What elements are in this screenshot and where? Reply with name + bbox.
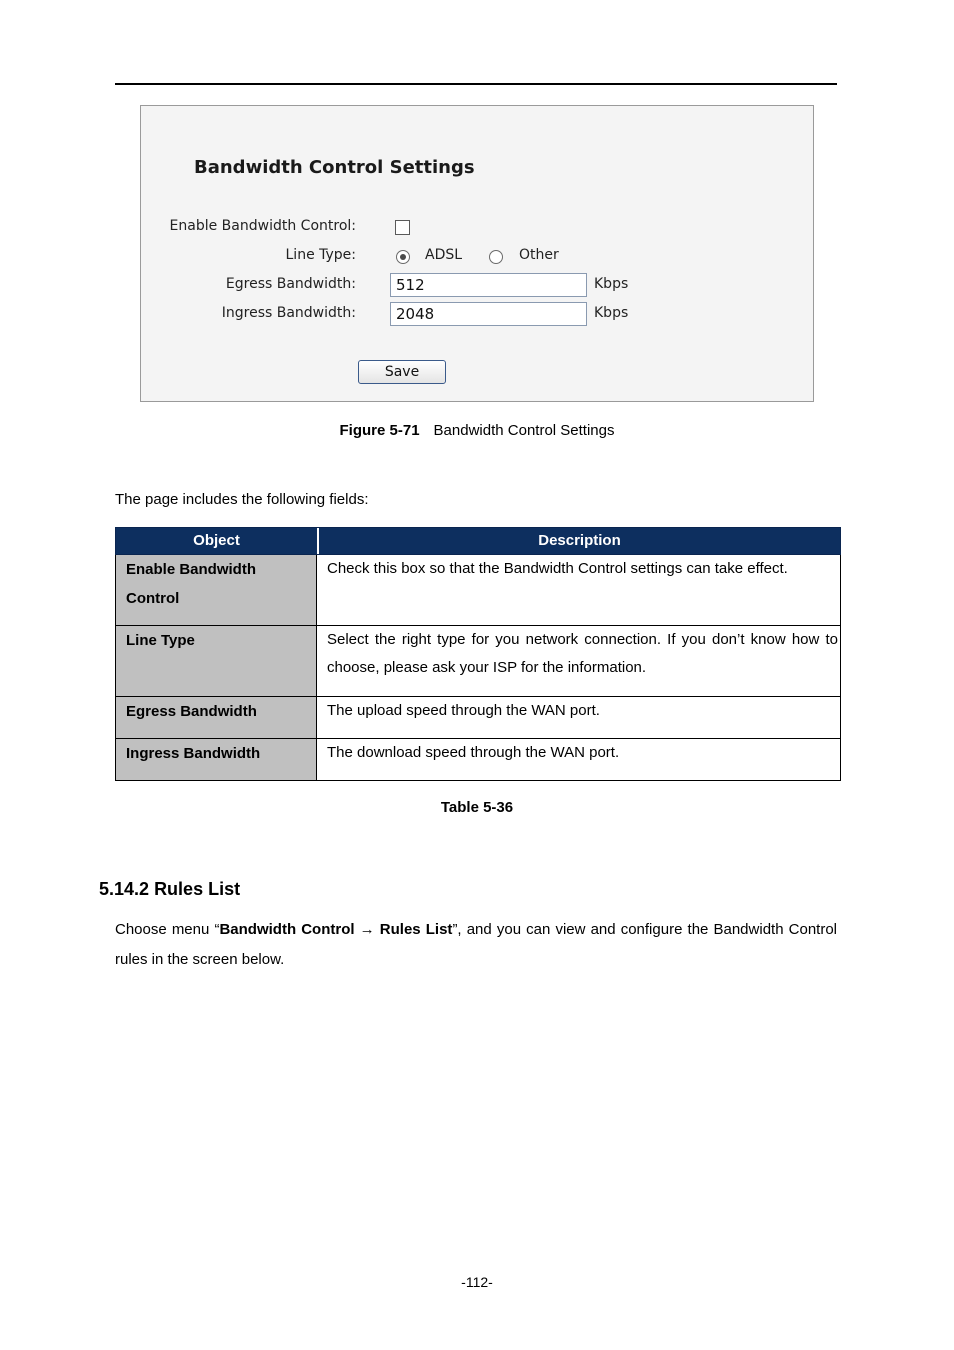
- section-number: 5.14.2: [99, 879, 150, 899]
- ingress-bandwidth-label: Ingress Bandwidth:: [221, 305, 356, 321]
- row-description: Select the right type for you network connection. If you don’t know how to choose, please ask your ISP for the information.: [327, 631, 838, 676]
- table-row: [115, 697, 841, 739]
- egress-bandwidth-input[interactable]: 512: [390, 273, 587, 297]
- fields-table: [115, 527, 841, 781]
- row-description: The upload speed through the WAN port.: [327, 702, 600, 719]
- settings-title: Bandwidth Control Settings: [194, 157, 475, 178]
- enable-bandwidth-label: Enable Bandwidth Control:: [169, 218, 356, 234]
- other-radio[interactable]: [489, 250, 503, 264]
- figure-caption-text: Bandwidth Control Settings: [433, 422, 615, 439]
- figure-caption-number: Figure 5-71: [339, 422, 420, 439]
- rules-list-paragraph: [115, 915, 837, 975]
- other-radio-label: Other: [519, 247, 559, 263]
- line-type-label: Line Type:: [285, 247, 356, 263]
- header-rule: [115, 83, 837, 85]
- intro-paragraph: The page includes the following fields:: [115, 491, 369, 508]
- row-object: Line Type: [116, 626, 317, 696]
- enable-bandwidth-checkbox[interactable]: [395, 220, 410, 235]
- para-prefix: Choose menu “: [115, 921, 220, 938]
- egress-bandwidth-label: Egress Bandwidth:: [225, 276, 356, 292]
- bandwidth-settings-screenshot: [140, 105, 814, 402]
- row-object: Egress Bandwidth: [116, 697, 317, 738]
- table-row: [115, 739, 841, 781]
- header-object: Object: [116, 528, 319, 554]
- egress-unit: Kbps: [594, 276, 629, 292]
- menu-bandwidth-control: Bandwidth Control: [219, 921, 355, 938]
- table-row: [115, 555, 841, 626]
- row-description: Check this box so that the Bandwidth Control settings can take effect.: [327, 560, 788, 577]
- row-description: The download speed through the WAN port.: [327, 744, 620, 761]
- row-object: Ingress Bandwidth: [116, 739, 317, 780]
- table-row: [115, 626, 841, 697]
- table-header: [115, 527, 841, 555]
- figure-caption: [0, 422, 954, 439]
- adsl-radio-label: ADSL: [425, 247, 463, 263]
- menu-arrow-icon: →: [359, 921, 375, 938]
- save-button[interactable]: Save: [358, 360, 446, 384]
- page-number: -112-: [461, 1274, 493, 1290]
- section-title: Rules List: [154, 879, 241, 899]
- adsl-radio[interactable]: [396, 250, 410, 264]
- section-heading: [99, 879, 240, 900]
- menu-rules-list: Rules List: [379, 921, 453, 938]
- ingress-unit: Kbps: [594, 305, 629, 321]
- table-caption: Table 5-36: [440, 799, 514, 816]
- row-object: Enable Bandwidth Control: [116, 555, 317, 625]
- ingress-bandwidth-input[interactable]: 2048: [390, 302, 587, 326]
- para-suffix: ”, and you can view and configure the Bandwidth Control rules in the screen below.: [115, 921, 838, 968]
- header-description: Description: [538, 532, 621, 549]
